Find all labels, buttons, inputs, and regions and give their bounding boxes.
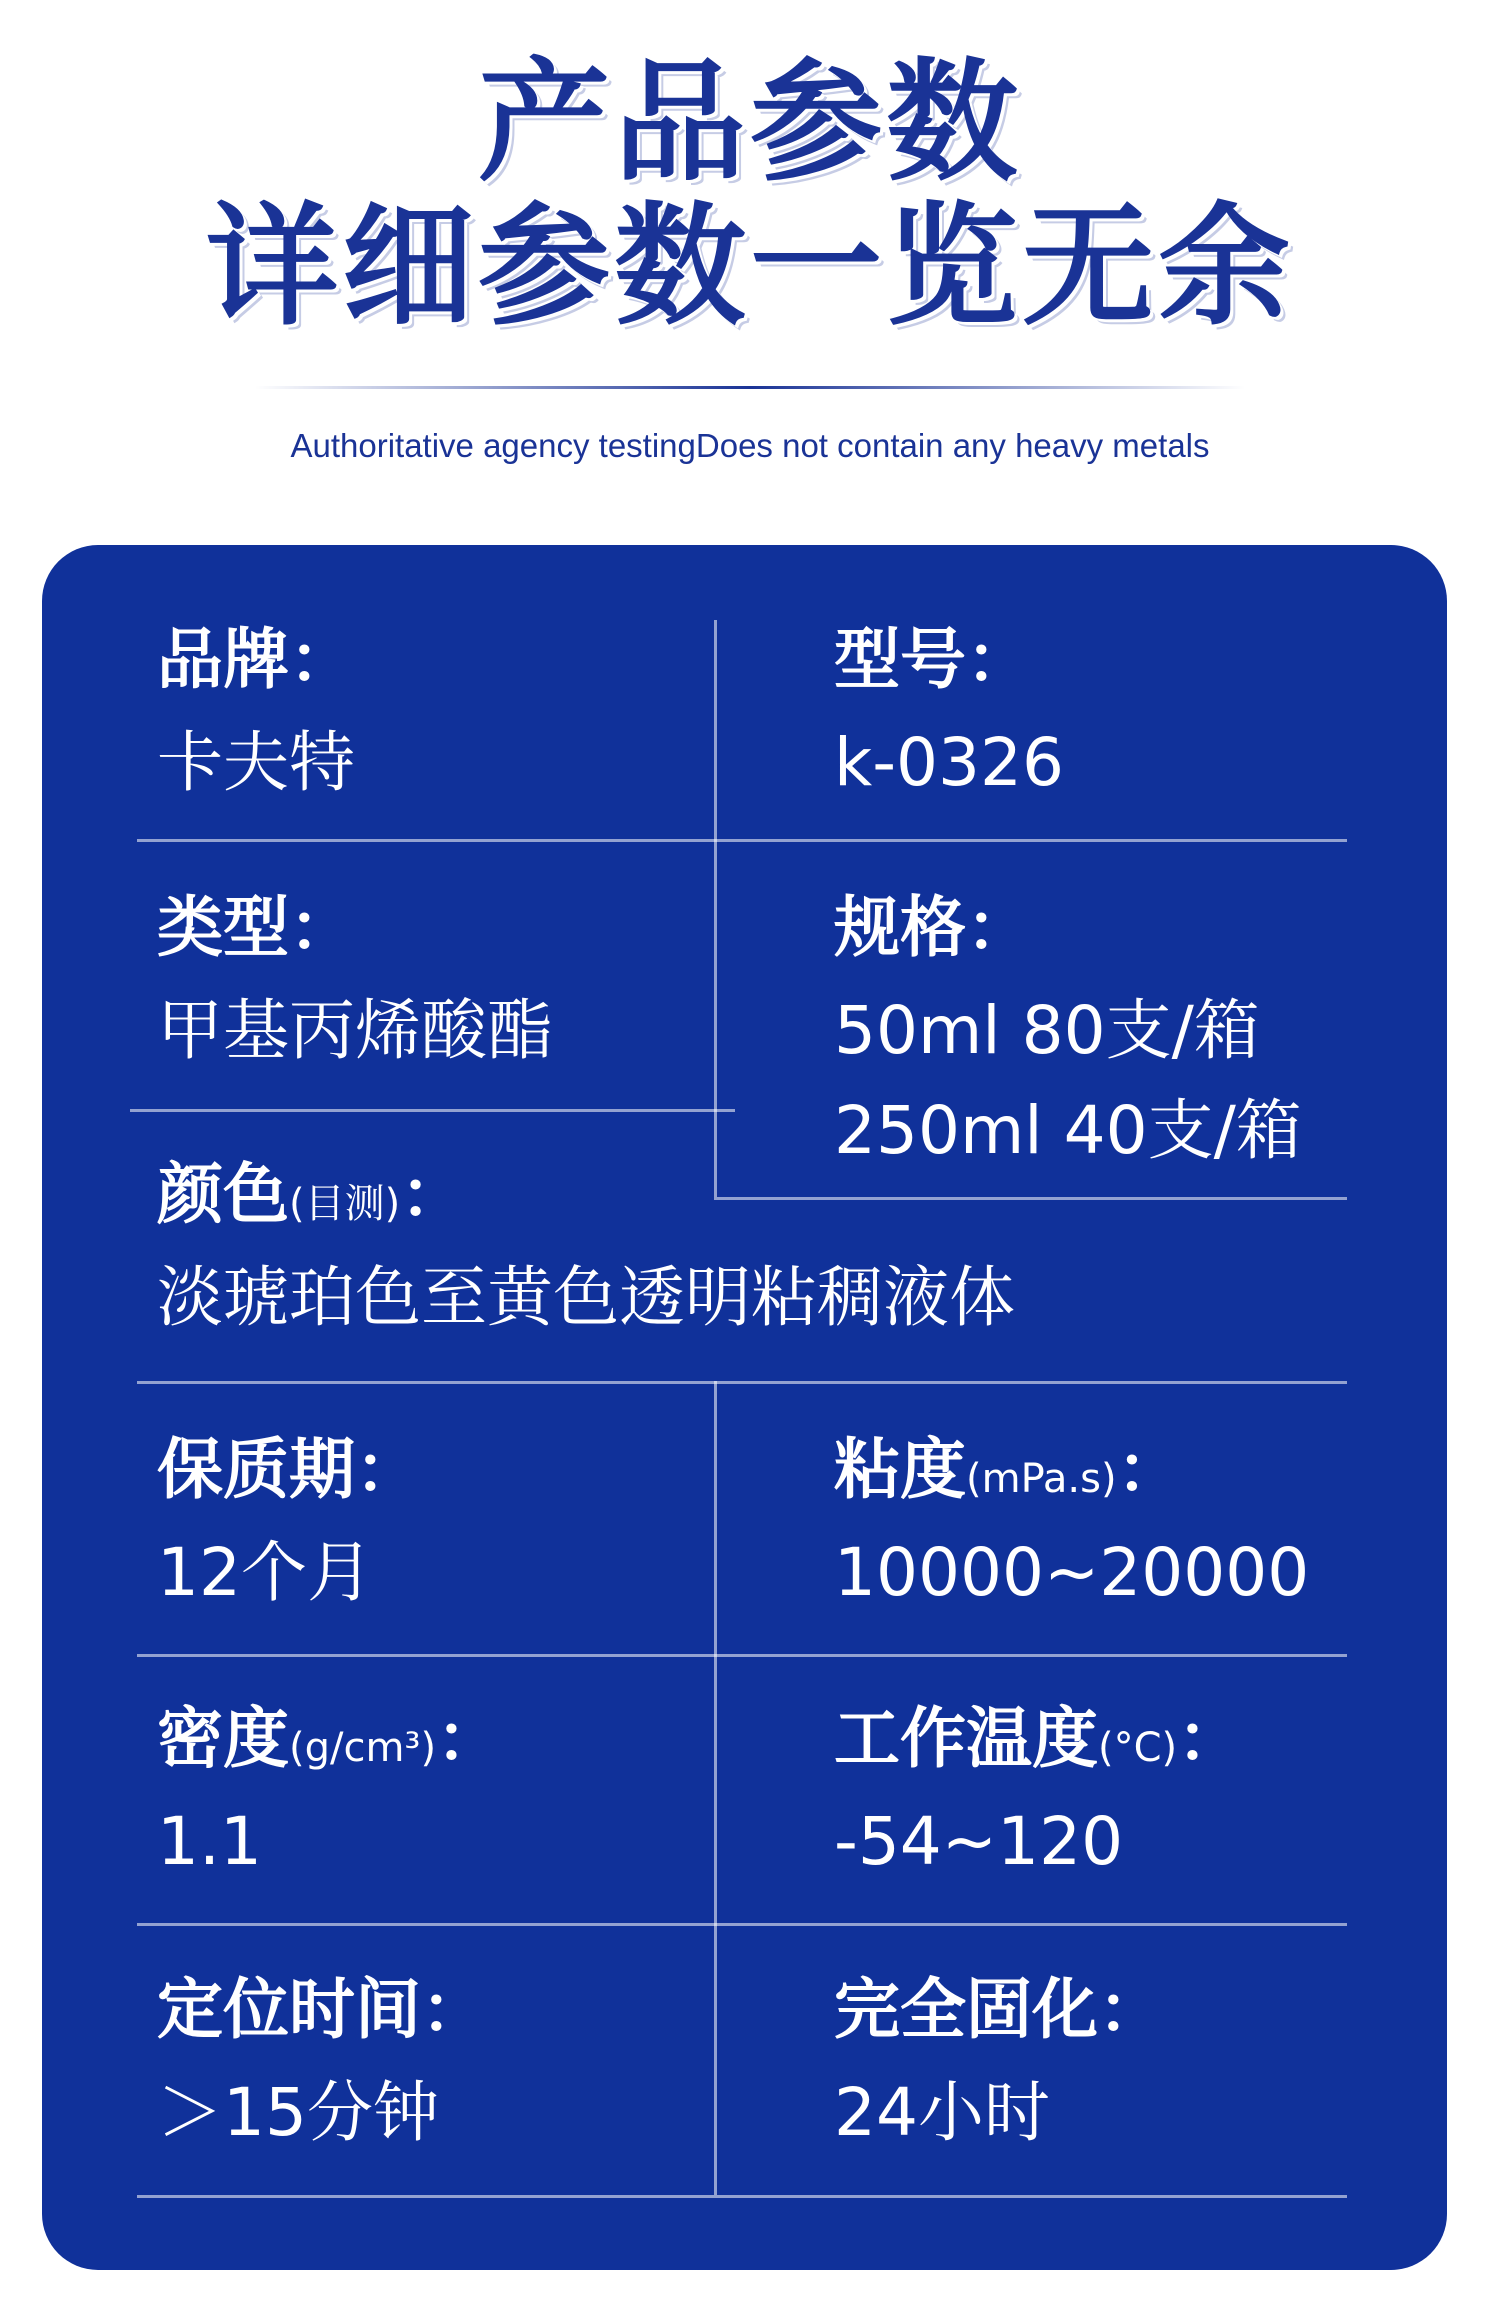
viscosity-label xyxy=(834,1430,1183,1519)
title-divider xyxy=(255,386,1245,389)
shelf-life-label: 保质期： xyxy=(157,1431,421,1508)
row-divider-1 xyxy=(137,839,1347,842)
column-divider-top xyxy=(714,620,717,1197)
spec-panel xyxy=(42,545,1447,2270)
fixture-time-value: ＞15分钟 xyxy=(157,2074,439,2151)
row-divider-5 xyxy=(137,1923,1347,1926)
density-value: 1.1 xyxy=(157,1803,262,1880)
viscosity-label-unit: (mPa.s) xyxy=(966,1456,1117,1502)
work-temp-label xyxy=(834,1699,1243,1788)
color-label-unit: (目测) xyxy=(289,1181,401,1227)
color-label-colon: ： xyxy=(400,1156,467,1233)
column-divider-bottom xyxy=(714,1381,717,2195)
tagline: Authoritative agency testingDoes not contain any heavy metals xyxy=(290,427,1210,464)
spec-value-1: 50ml 80支/箱 xyxy=(834,992,1260,1069)
density-label-text: 密度 xyxy=(157,1700,289,1777)
work-temp-label-unit: (°C) xyxy=(1098,1725,1178,1771)
viscosity-value: 10000~20000 xyxy=(834,1534,1310,1611)
viscosity-label-text: 粘度 xyxy=(834,1431,966,1508)
color-value: 淡琥珀色至黄色透明粘稠液体 xyxy=(157,1259,1015,1336)
work-temp-value: -54~120 xyxy=(834,1803,1124,1880)
row-divider-3 xyxy=(137,1381,1347,1384)
work-temp-label-text: 工作温度 xyxy=(834,1700,1098,1777)
work-temp-label-colon: ： xyxy=(1177,1700,1244,1777)
fixture-time-label: 定位时间： xyxy=(157,1971,487,2048)
row-divider-2a xyxy=(130,1109,735,1112)
type-value: 甲基丙烯酸酯 xyxy=(157,992,553,1069)
density-label-unit: (g/cm³) xyxy=(289,1725,437,1771)
row-divider-4 xyxy=(137,1654,1347,1657)
brand-value: 卡夫特 xyxy=(157,724,355,801)
type-label: 类型： xyxy=(157,889,355,966)
model-label: 型号： xyxy=(834,621,1032,698)
page-subtitle-heading: 详细参数一览无余 xyxy=(206,190,1294,344)
model-value: k-0326 xyxy=(834,724,1065,801)
full-cure-label: 完全固化： xyxy=(834,1971,1164,2048)
color-label-text: 颜色 xyxy=(157,1156,289,1233)
shelf-life-value: 12个月 xyxy=(157,1534,373,1611)
row-divider-6 xyxy=(137,2195,1347,2198)
spec-value-2: 250ml 40支/箱 xyxy=(834,1092,1302,1169)
color-label xyxy=(157,1155,466,1244)
full-cure-value: 24小时 xyxy=(834,2074,1050,2151)
brand-label: 品牌： xyxy=(157,621,355,698)
page-title: 产品参数 xyxy=(478,46,1022,200)
viscosity-label-colon: ： xyxy=(1116,1431,1183,1508)
density-label-colon: ： xyxy=(436,1700,503,1777)
density-label xyxy=(157,1699,502,1788)
spec-label: 规格： xyxy=(834,889,1032,966)
row-divider-2b xyxy=(714,1197,1347,1200)
